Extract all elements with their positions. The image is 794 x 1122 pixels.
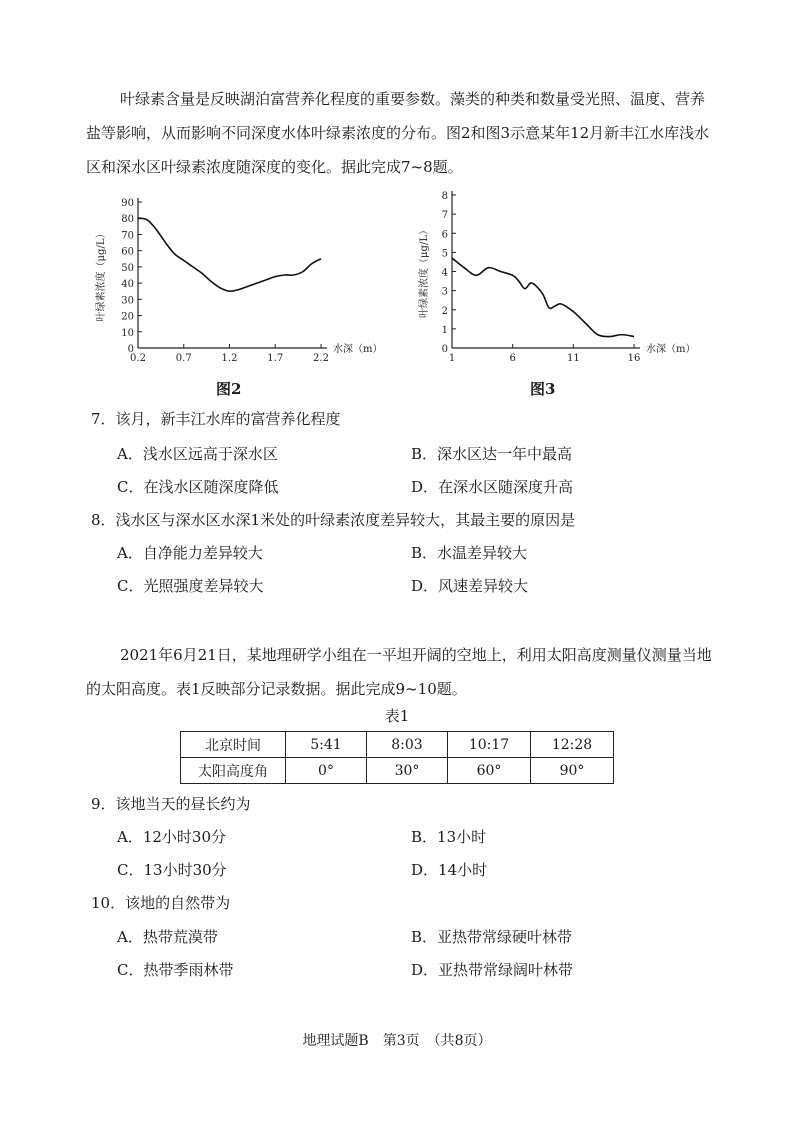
table-cell: 30°: [367, 758, 448, 784]
table-cell: 12:28: [531, 732, 614, 758]
series-line: [452, 258, 634, 336]
table-cell: 北京时间: [181, 732, 286, 758]
x-tick-label: 1.2: [221, 353, 238, 364]
table-cell: 8:03: [367, 732, 448, 758]
x-axis-label: 水深（m）: [646, 344, 696, 355]
y-tick-label: 1: [441, 324, 448, 336]
x-tick-label: 0.7: [175, 353, 192, 364]
question-8-option-d[interactable]: D．风速差异较大: [411, 577, 529, 595]
question-10-option-c[interactable]: C．热带季雨林带: [117, 961, 234, 979]
y-tick-label: 20: [121, 311, 134, 323]
y-tick-label: 2: [441, 305, 448, 317]
y-tick-label: 4: [441, 267, 448, 279]
table-1-caption: 表1: [384, 707, 410, 725]
y-tick-label: 70: [121, 230, 134, 242]
figure-3-chart: [412, 183, 722, 372]
y-tick-label: 7: [441, 210, 448, 222]
question-10-stem: 10．该地的自然带为: [91, 894, 231, 912]
y-tick-label: 5: [441, 248, 448, 260]
x-tick-label: 11: [566, 353, 580, 364]
y-tick-label: 60: [121, 246, 134, 258]
y-tick-label: 6: [441, 229, 448, 241]
y-tick-label: 0: [127, 344, 134, 355]
x-tick-label: 16: [627, 353, 641, 364]
table-cell: 90°: [531, 758, 614, 784]
question-7-option-b[interactable]: B．深水区达一年中最高: [411, 445, 573, 463]
y-tick-label: 8: [441, 191, 448, 202]
question-9-option-b[interactable]: B．13小时: [411, 828, 487, 846]
y-axis-label: 叶绿素浓度（μg/L）: [96, 228, 107, 322]
table-cell: 太阳高度角: [181, 758, 286, 784]
series-line: [138, 218, 321, 291]
x-tick-label: 6: [509, 353, 516, 364]
question-7-option-a[interactable]: A．浅水区远高于深水区: [117, 445, 278, 463]
question-9-option-a[interactable]: A．12小时30分: [117, 828, 227, 846]
table-row: [181, 732, 614, 758]
y-tick-label: 0: [441, 344, 448, 355]
x-tick-label: 1.7: [267, 353, 284, 364]
y-tick-label: 3: [441, 286, 448, 298]
passage-solar-altitude: 2021年6月21日，某地理研学小组在一平坦开阔的空地上，利用太阳高度测量仪测量当地的太阳高度。表1反映部分记录数据。据此完成9~10题。: [86, 646, 712, 698]
question-8-stem: 8．浅水区与深水区水深1米处的叶绿素浓度差异较大，其最主要的原因是: [91, 511, 576, 529]
table-cell: 10:17: [448, 732, 531, 758]
y-tick-label: 30: [121, 295, 134, 307]
page-footer: 地理试题B 第3页 （共8页）: [302, 1033, 492, 1049]
question-8-option-a[interactable]: A．自净能力差异较大: [117, 544, 263, 562]
y-tick-label: 90: [121, 198, 134, 209]
question-9-option-c[interactable]: C．13小时30分: [117, 861, 227, 879]
question-10-option-a[interactable]: A．热带荒漠带: [117, 928, 218, 946]
x-axis-label: 水深（m）: [333, 344, 383, 355]
question-8-option-c[interactable]: C．光照强度差异较大: [117, 577, 264, 595]
y-axis-label: 叶绿素浓度（μg/L）: [419, 225, 430, 318]
figure-2-caption: 图2: [216, 380, 242, 398]
figure-2-chart: [86, 190, 383, 372]
question-10-option-b[interactable]: B．亚热带常绿硬叶林带: [411, 928, 573, 946]
table-row: [181, 758, 614, 784]
table-cell: 0°: [286, 758, 367, 784]
figure-3-caption: 图3: [530, 380, 556, 398]
table-1: [180, 731, 614, 784]
x-tick-label: 1: [448, 353, 456, 364]
table-cell: 60°: [448, 758, 531, 784]
y-tick-label: 50: [121, 262, 134, 274]
y-tick-label: 40: [121, 279, 134, 291]
table-cell: 5:41: [286, 732, 367, 758]
passage-chlorophyll: 叶绿素含量是反映湖泊富营养化程度的重要参数。藻类的种类和数量受光照、温度、营养盐等影响，从而影响不同深度水体叶绿素浓度的分布。图2和图3示意某年12月新丰江水库浅水区和深水区叶绿素浓度随深度的变化。据此完成7~8题。: [86, 90, 710, 176]
y-tick-label: 80: [121, 214, 134, 226]
y-tick-label: 10: [121, 327, 134, 339]
question-8-option-b[interactable]: B．水温差异较大: [411, 544, 528, 562]
question-10-option-d[interactable]: D．亚热带常绿阔叶林带: [411, 961, 574, 979]
question-7-option-c[interactable]: C．在浅水区随深度降低: [117, 478, 279, 496]
question-7-stem: 7．该月，新丰江水库的富营养化程度: [91, 410, 341, 428]
x-tick-label: 2.2: [313, 353, 329, 364]
x-tick-label: 0.2: [130, 353, 146, 364]
question-9-option-d[interactable]: D．14小时: [411, 861, 488, 879]
question-7-option-d[interactable]: D．在深水区随深度升高: [411, 478, 574, 496]
question-9-stem: 9．该地当天的昼长约为: [91, 795, 251, 813]
